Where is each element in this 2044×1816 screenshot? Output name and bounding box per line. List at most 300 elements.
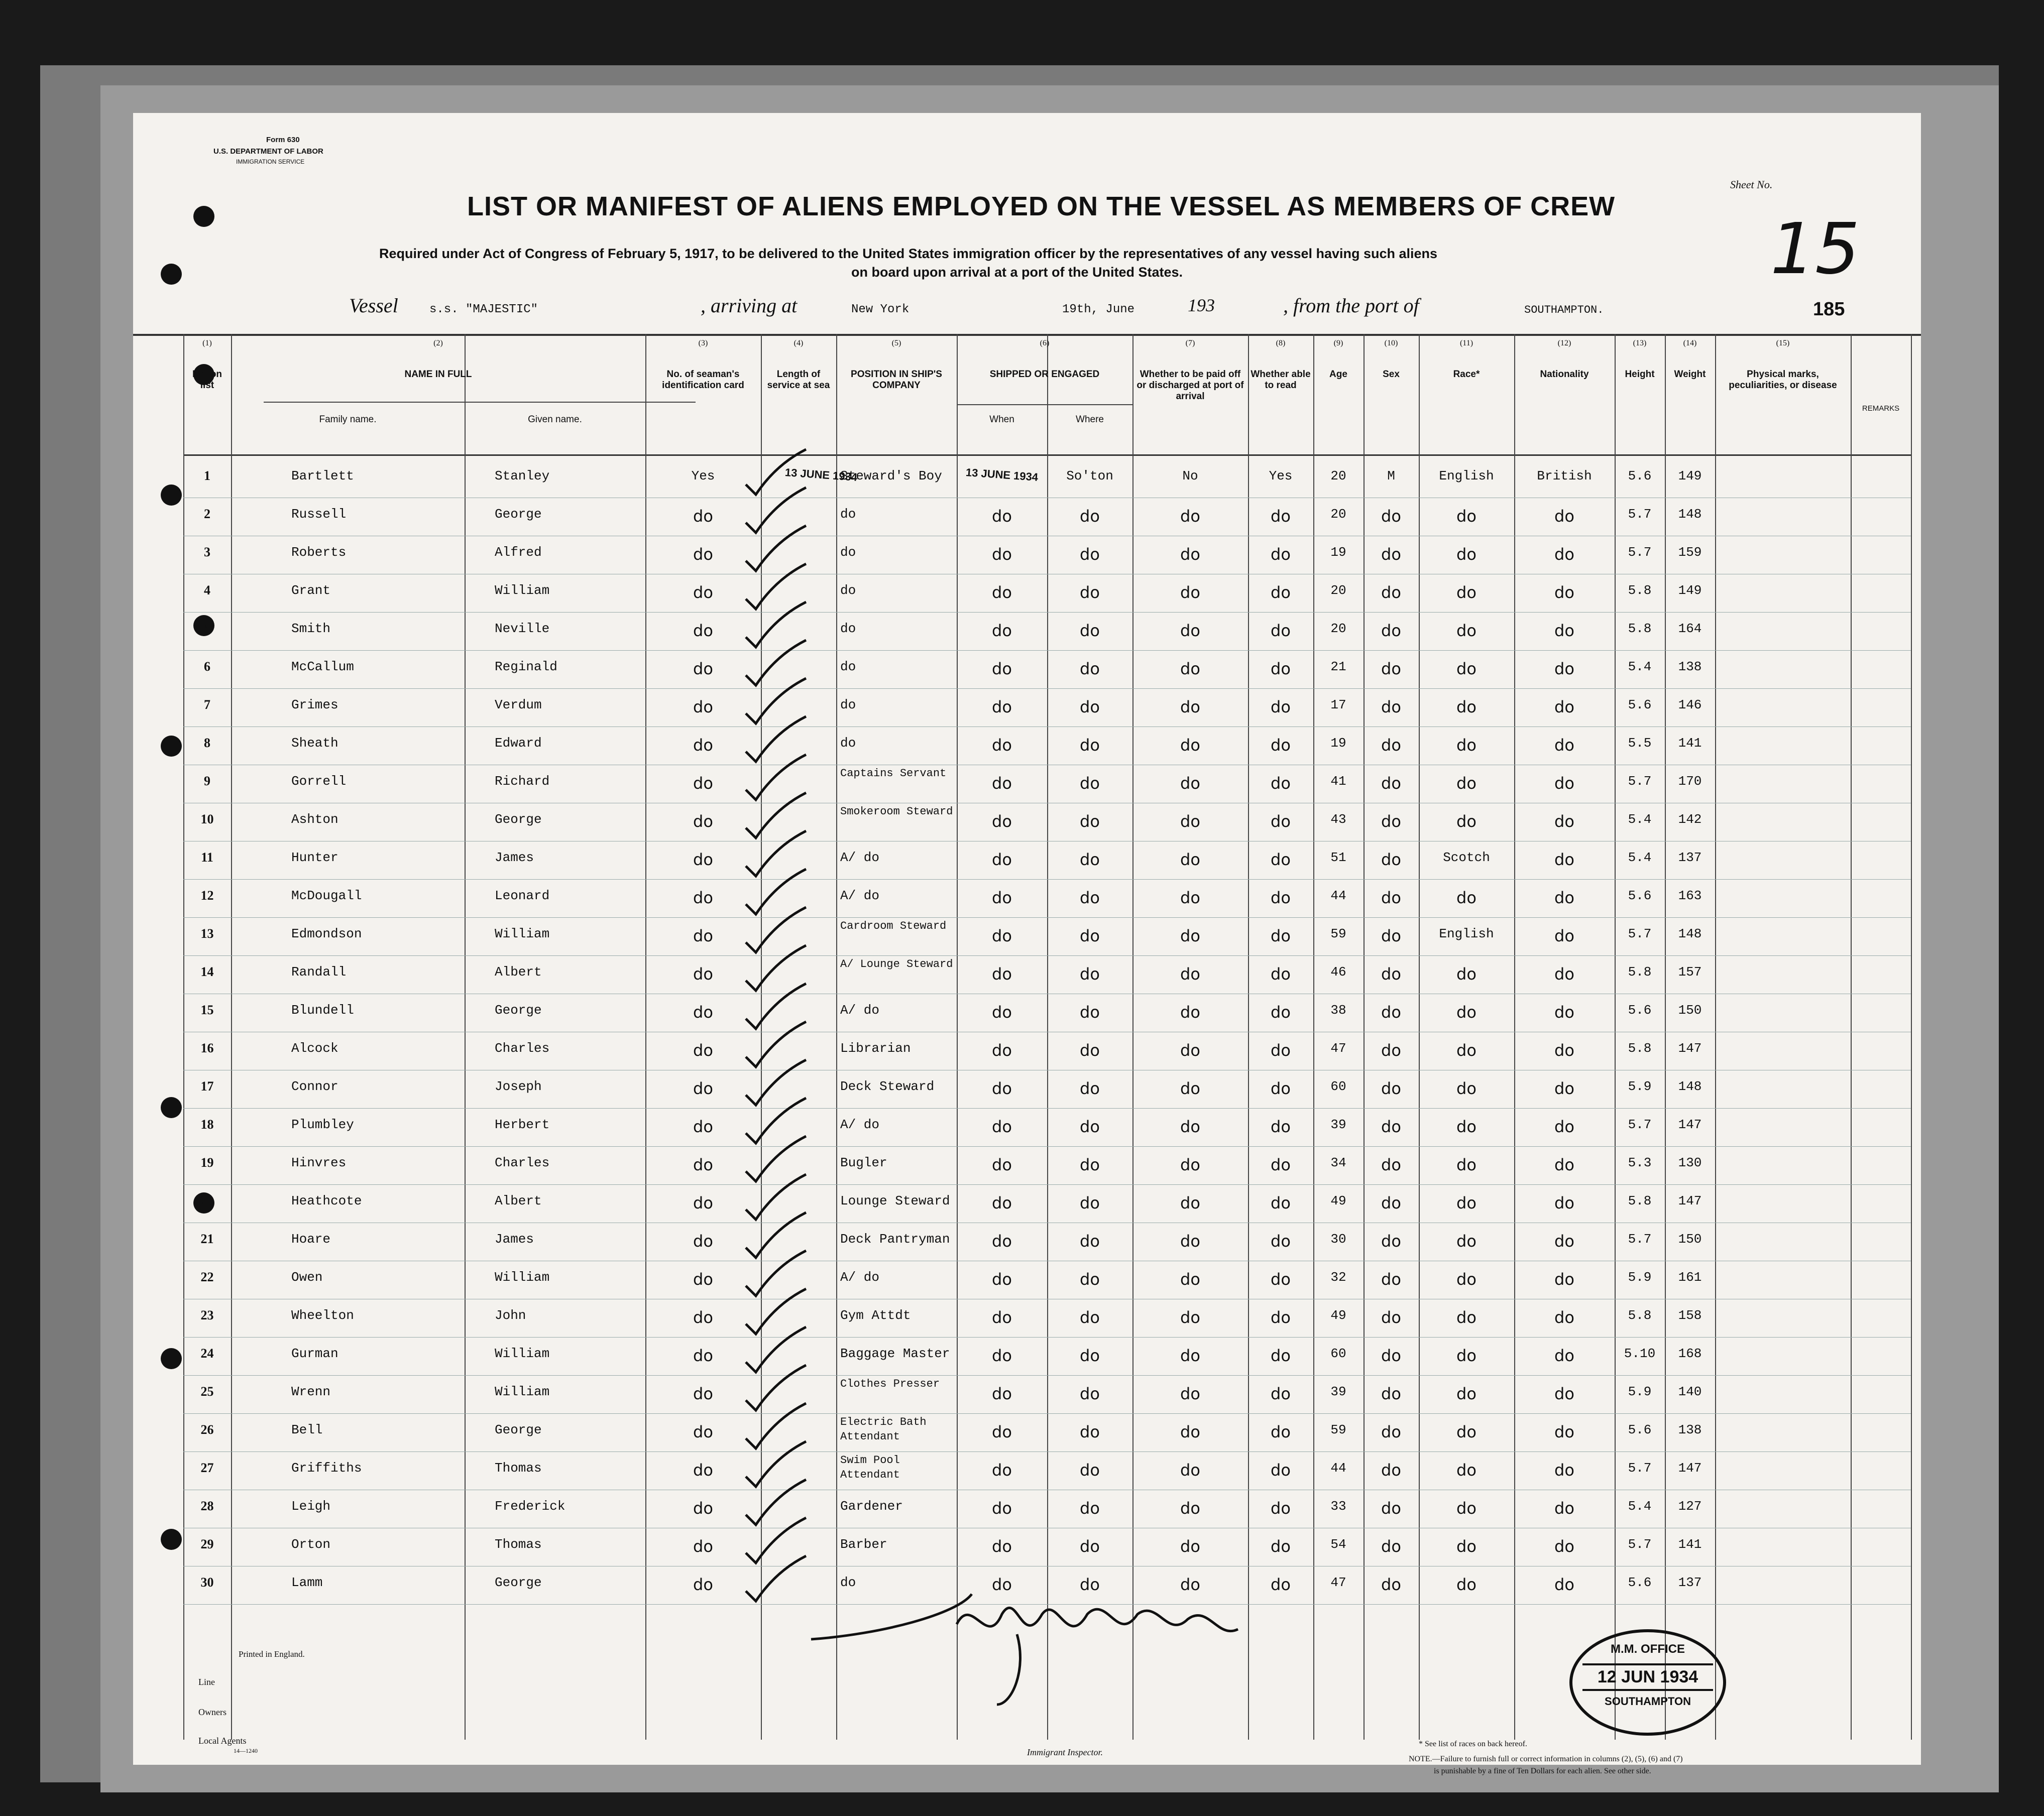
cell-read: do [1271, 1193, 1291, 1213]
cell-paid: do [1180, 507, 1200, 526]
cell-nat: do [1554, 1384, 1574, 1403]
cell-race: do [1456, 1041, 1477, 1060]
cell-where: do [1080, 1384, 1100, 1403]
cell-weight: 140 [1678, 1384, 1702, 1399]
cell-height: 5.4 [1628, 812, 1652, 827]
cell-sex: do [1381, 1117, 1401, 1136]
cell-height: 5.7 [1628, 507, 1652, 522]
column-number: (5) [891, 339, 901, 347]
cell-when: do [992, 1155, 1012, 1174]
column-number: (1) [202, 339, 212, 347]
cell-family: Gurman [291, 1346, 338, 1361]
cell-read: do [1271, 659, 1291, 678]
cell-race: do [1456, 1461, 1477, 1480]
cell-no: 22 [200, 1270, 214, 1284]
cell-where: do [1080, 1079, 1100, 1098]
cell-family: Smith [291, 621, 331, 636]
cell-age: 43 [1330, 812, 1346, 827]
cell-sex: do [1381, 697, 1401, 716]
column-header: Whether able to read [1251, 369, 1311, 391]
cell-nat: do [1554, 1079, 1574, 1098]
cell-paid: do [1180, 964, 1200, 984]
cell-sex: do [1381, 812, 1401, 831]
cell-position: Gardener [840, 1499, 903, 1514]
name-subheader-line [264, 402, 696, 403]
cell-nat: do [1554, 812, 1574, 831]
cell-position: A/ do [840, 1270, 880, 1285]
cell-age: 47 [1330, 1041, 1346, 1056]
line-label: Line [198, 1677, 215, 1687]
cell-position: A/ do [840, 888, 880, 903]
cell-position: A/ do [840, 1117, 880, 1132]
cell-race: do [1456, 583, 1477, 602]
cell-paid: do [1180, 1461, 1200, 1480]
row-line [183, 612, 1911, 613]
cell-weight: 146 [1678, 697, 1702, 712]
cell-paid: do [1180, 583, 1200, 602]
cell-race: do [1456, 1193, 1477, 1213]
cell-position: do [840, 1575, 856, 1590]
column-header: SHIPPED OR ENGAGED [989, 369, 1100, 380]
cell-given: Leonard [495, 888, 550, 903]
cell-no: 4 [204, 583, 210, 597]
cell-paid: do [1180, 850, 1200, 869]
departure-port: SOUTHAMPTON. [1524, 304, 1604, 316]
arrival-port: New York [851, 303, 910, 316]
cell-nat: do [1554, 1232, 1574, 1251]
cell-weight: 148 [1678, 926, 1702, 941]
cell-card: do [693, 1232, 713, 1251]
cell-height: 5.9 [1628, 1384, 1652, 1399]
cell-no: 2 [204, 507, 210, 521]
column-header: Sex [1383, 369, 1400, 380]
column-number: (15) [1776, 339, 1790, 347]
cell-sex: do [1381, 1193, 1401, 1213]
cell-sex: do [1381, 507, 1401, 526]
cell-race: do [1456, 1155, 1477, 1174]
cell-sex: do [1381, 774, 1401, 793]
cell-family: Grant [291, 583, 331, 598]
cell-race: do [1456, 621, 1477, 640]
cell-family: Hoare [291, 1232, 331, 1247]
cell-when: do [992, 888, 1012, 907]
cell-nat: do [1554, 1117, 1574, 1136]
cell-paid: do [1180, 774, 1200, 793]
cell-paid: do [1180, 1003, 1200, 1022]
cell-race: do [1456, 774, 1477, 793]
cell-no: 15 [200, 1003, 214, 1017]
cell-height: 5.10 [1624, 1346, 1656, 1361]
cell-card: do [693, 1308, 713, 1327]
cell-read: do [1271, 1537, 1291, 1556]
cell-card: do [693, 850, 713, 869]
column-header: Height [1625, 369, 1655, 380]
cell-card: do [693, 888, 713, 907]
cell-age: 17 [1330, 697, 1346, 712]
cell-card: do [693, 774, 713, 793]
cell-no: 13 [200, 926, 214, 941]
cell-card: do [693, 964, 713, 984]
cell-card: do [693, 583, 713, 602]
form-service: IMMIGRATION SERVICE [236, 158, 305, 165]
cell-family: Sheath [291, 736, 338, 751]
shipped-subheader-line [957, 404, 1132, 405]
cell-age: 20 [1330, 507, 1346, 522]
cell-read: do [1271, 812, 1291, 831]
agents-label: Local Agents [198, 1736, 247, 1746]
cell-height: 5.6 [1628, 1003, 1652, 1018]
cell-age: 49 [1330, 1308, 1346, 1323]
cell-paid: do [1180, 697, 1200, 716]
row-line [183, 955, 1911, 956]
column-number: (12) [1557, 339, 1571, 347]
binder-hole [161, 1097, 182, 1118]
cell-family: Connor [291, 1079, 338, 1094]
arrival-year: 193 [1188, 295, 1215, 315]
cell-position: Smokeroom Steward [840, 805, 953, 818]
cell-given: Richard [495, 774, 550, 789]
cell-race: Scotch [1443, 850, 1490, 865]
sheet-number: 15 [1770, 208, 1860, 290]
cell-given: Thomas [495, 1537, 542, 1552]
cell-age: 54 [1330, 1537, 1346, 1552]
column-number: (14) [1683, 339, 1697, 347]
cell-height: 5.7 [1628, 1232, 1652, 1247]
table-top-border [133, 334, 1921, 336]
cell-read: do [1271, 850, 1291, 869]
cell-paid: do [1180, 888, 1200, 907]
cell-given: Charles [495, 1041, 550, 1056]
cell-sex: do [1381, 583, 1401, 602]
cell-age: 20 [1330, 468, 1346, 483]
cell-height: 5.4 [1628, 1499, 1652, 1514]
cell-paid: do [1180, 1384, 1200, 1403]
cell-card: do [693, 1537, 713, 1556]
cell-when: do [992, 1117, 1012, 1136]
cell-card: do [693, 1193, 713, 1213]
cell-when: do [992, 507, 1012, 526]
cell-position: do [840, 507, 856, 522]
cell-when: do [992, 1308, 1012, 1327]
cell-where: do [1080, 1003, 1100, 1022]
cell-height: 5.7 [1628, 1537, 1652, 1552]
cell-sex: do [1381, 964, 1401, 984]
cell-when: do [992, 659, 1012, 678]
cell-race: do [1456, 697, 1477, 716]
cell-family: Alcock [291, 1041, 338, 1056]
cell-no: 14 [200, 964, 214, 979]
cell-age: 39 [1330, 1384, 1346, 1399]
cell-sex: do [1381, 1575, 1401, 1594]
cell-paid: do [1180, 1575, 1200, 1594]
cell-where: do [1080, 850, 1100, 869]
cell-weight: 170 [1678, 774, 1702, 789]
cell-family: Griffiths [291, 1461, 362, 1476]
form-department: U.S. DEPARTMENT OF LABOR [213, 147, 323, 156]
cell-no: 10 [200, 812, 214, 826]
cell-when: do [992, 1232, 1012, 1251]
row-line [183, 1375, 1911, 1376]
printed-note: Printed in England. [239, 1649, 305, 1659]
column-header: Race* [1453, 369, 1480, 380]
cell-family: Hunter [291, 850, 338, 865]
cell-race: do [1456, 1575, 1477, 1594]
cell-paid: do [1180, 1499, 1200, 1518]
cell-weight: 164 [1678, 621, 1702, 636]
cell-family: Bell [291, 1422, 323, 1437]
cell-card: do [693, 1041, 713, 1060]
cell-paid: do [1180, 1346, 1200, 1365]
cell-race: do [1456, 1422, 1477, 1441]
cell-weight: 138 [1678, 1422, 1702, 1437]
cell-no: 17 [200, 1079, 214, 1094]
cell-paid: do [1180, 926, 1200, 945]
cell-given: John [495, 1308, 526, 1323]
column-number: (2) [433, 339, 443, 347]
cell-weight: 127 [1678, 1499, 1702, 1514]
cell-given: George [495, 507, 542, 522]
cell-read: do [1271, 1270, 1291, 1289]
cell-sex: do [1381, 926, 1401, 945]
cell-where: do [1080, 812, 1100, 831]
cell-read: do [1271, 697, 1291, 716]
cell-no: 12 [200, 888, 214, 903]
cell-race: do [1456, 1270, 1477, 1289]
column-subheader: Where [1076, 414, 1104, 425]
cell-weight: 150 [1678, 1232, 1702, 1247]
cell-given: Alfred [495, 545, 542, 560]
cell-weight: 157 [1678, 964, 1702, 980]
cell-card: do [693, 736, 713, 755]
fine-note-2: is punishable by a fine of Ten Dollars for each alien. See other side. [1434, 1767, 1651, 1775]
column-number: (6) [1040, 339, 1050, 347]
cell-nat: do [1554, 1270, 1574, 1289]
cell-where: do [1080, 1499, 1100, 1518]
cell-race: do [1456, 507, 1477, 526]
cell-when: do [992, 1003, 1012, 1022]
cell-height: 5.9 [1628, 1079, 1652, 1094]
cell-position: Bugler [840, 1155, 887, 1170]
cell-paid: do [1180, 1155, 1200, 1174]
cell-position: Swim Pool Attendant [840, 1454, 900, 1481]
cell-weight: 158 [1678, 1308, 1702, 1323]
cell-family: Heathcote [291, 1193, 362, 1208]
cell-read: do [1271, 774, 1291, 793]
column-number: (10) [1384, 339, 1398, 347]
cell-nat: do [1554, 583, 1574, 602]
cell-weight: 163 [1678, 888, 1702, 903]
cell-card: do [693, 812, 713, 831]
cell-age: 21 [1330, 659, 1346, 674]
cell-card: do [693, 1003, 713, 1022]
subtitle-line-1: Required under Act of Congress of February 5, 1917, to be delivered to the United States immigration officer by the representatives of any vessel having such aliens [379, 246, 1438, 261]
cell-no: 30 [200, 1575, 214, 1590]
cell-weight: 147 [1678, 1117, 1702, 1132]
cell-age: 59 [1330, 1422, 1346, 1437]
cell-position: Clothes Presser [840, 1378, 940, 1390]
cell-age: 33 [1330, 1499, 1346, 1514]
row-line [183, 1337, 1911, 1338]
sheet-label: Sheet No. [1730, 178, 1773, 191]
cell-no: 11 [201, 850, 213, 865]
cell-nat: do [1554, 1537, 1574, 1556]
row-line [183, 1184, 1911, 1185]
cell-read: do [1271, 1232, 1291, 1251]
cell-race: do [1456, 964, 1477, 984]
cell-family: Wrenn [291, 1384, 331, 1399]
cell-read: do [1271, 507, 1291, 526]
binder-hole [193, 206, 214, 227]
column-header: No. on list [192, 369, 222, 391]
cell-where: do [1080, 1041, 1100, 1060]
cell-family: Orton [291, 1537, 331, 1552]
cell-read: do [1271, 1003, 1291, 1022]
cell-card: do [693, 1461, 713, 1480]
cell-paid: do [1180, 1041, 1200, 1060]
cell-height: 5.8 [1628, 621, 1652, 636]
cell-card: do [693, 659, 713, 678]
cell-position: Electric Bath Attendant [840, 1416, 927, 1443]
cell-age: 41 [1330, 774, 1346, 789]
cell-weight: 141 [1678, 1537, 1702, 1552]
cell-where: So'ton [1066, 468, 1113, 483]
cell-race: do [1456, 1117, 1477, 1136]
cell-card: do [693, 1155, 713, 1174]
cell-where: do [1080, 774, 1100, 793]
cell-weight: 137 [1678, 1575, 1702, 1590]
stamp-date: 12 JUN 1934 [1582, 1663, 1713, 1691]
cell-given: William [495, 1270, 550, 1285]
cell-age: 39 [1330, 1117, 1346, 1132]
cell-nat: do [1554, 736, 1574, 755]
cell-nat: do [1554, 1155, 1574, 1174]
cell-read: do [1271, 583, 1291, 602]
cell-no: 24 [200, 1346, 214, 1361]
column-number: (8) [1276, 339, 1286, 347]
cell-given: William [495, 926, 550, 941]
cell-sex: do [1381, 850, 1401, 869]
row-line [183, 1146, 1911, 1147]
cell-no: 5 [204, 621, 210, 636]
cell-sex: do [1381, 888, 1401, 907]
cell-given: William [495, 583, 550, 598]
cell-height: 5.6 [1628, 1422, 1652, 1437]
cell-when: do [992, 1461, 1012, 1480]
cell-nat: do [1554, 926, 1574, 945]
cell-paid: No [1182, 468, 1198, 483]
cell-nat: do [1554, 659, 1574, 678]
cell-height: 5.5 [1628, 736, 1652, 751]
cell-when: do [992, 812, 1012, 831]
cell-card: do [693, 1422, 713, 1441]
inspector-label: Immigrant Inspector. [1027, 1747, 1103, 1757]
cell-weight: 150 [1678, 1003, 1702, 1018]
cell-position: Deck Pantryman [840, 1232, 950, 1247]
cell-where: do [1080, 1232, 1100, 1251]
cell-weight: 161 [1678, 1270, 1702, 1285]
agents-code: 14—1240 [234, 1747, 258, 1754]
vessel-label: Vessel [349, 294, 398, 317]
cell-height: 5.4 [1628, 659, 1652, 674]
list-number: 185 [1813, 299, 1845, 320]
form-number: Form 630 [266, 136, 300, 144]
column-header: POSITION IN SHIP'S COMPANY [851, 369, 942, 391]
cell-when: do [992, 1079, 1012, 1098]
cell-card: do [693, 1346, 713, 1365]
cell-family: McCallum [291, 659, 354, 674]
cell-position: do [840, 583, 856, 598]
cell-when: do [992, 1499, 1012, 1518]
stamp-top: M.M. OFFICE [1611, 1642, 1685, 1656]
cell-when: do [992, 1193, 1012, 1213]
cell-age: 51 [1330, 850, 1346, 865]
cell-height: 5.6 [1628, 468, 1652, 483]
column-number: (7) [1185, 339, 1195, 347]
cell-when: 13 JUNE 1934 [965, 465, 1039, 484]
cell-age: 60 [1330, 1346, 1346, 1361]
cell-age: 49 [1330, 1193, 1346, 1208]
cell-nat: do [1554, 621, 1574, 640]
binder-hole [161, 736, 182, 757]
cell-position: Barber [840, 1537, 887, 1552]
cell-service: 13 JUNE 1934 [784, 465, 858, 484]
cell-weight: 142 [1678, 812, 1702, 827]
cell-position: do [840, 697, 856, 712]
column-divider [1851, 334, 1852, 1740]
cell-paid: do [1180, 621, 1200, 640]
cell-position: Baggage Master [840, 1346, 950, 1361]
cell-no: 25 [200, 1384, 214, 1399]
arriving-label: , arriving at [701, 294, 798, 317]
cell-nat: do [1554, 850, 1574, 869]
cell-when: do [992, 1537, 1012, 1556]
cell-when: do [992, 774, 1012, 793]
cell-family: Gorrell [291, 774, 347, 789]
cell-weight: 138 [1678, 659, 1702, 674]
cell-where: do [1080, 1461, 1100, 1480]
cell-height: 5.7 [1628, 774, 1652, 789]
cell-weight: 168 [1678, 1346, 1702, 1361]
cell-height: 5.8 [1628, 583, 1652, 598]
column-subheader: When [989, 414, 1014, 425]
cell-given: Herbert [495, 1117, 550, 1132]
cell-height: 5.3 [1628, 1155, 1652, 1170]
cell-nat: do [1554, 1003, 1574, 1022]
cell-race: do [1456, 1537, 1477, 1556]
column-number: (4) [793, 339, 804, 347]
cell-card: do [693, 545, 713, 564]
cell-nat: do [1554, 697, 1574, 716]
cell-weight: 148 [1678, 507, 1702, 522]
manifest-sheet [133, 113, 1921, 1775]
cell-sex: do [1381, 1461, 1401, 1480]
vessel-name: s.s. "MAJESTIC" [429, 303, 538, 316]
cell-where: do [1080, 1575, 1100, 1594]
cell-race: English [1439, 926, 1494, 941]
cell-where: do [1080, 659, 1100, 678]
cell-weight: 159 [1678, 545, 1702, 560]
cell-sex: do [1381, 1537, 1401, 1556]
cell-no: 20 [200, 1193, 214, 1208]
cell-height: 5.7 [1628, 1461, 1652, 1476]
remarks-header: REMARKS [1862, 404, 1900, 413]
cell-sex: do [1381, 545, 1401, 564]
cell-race: do [1456, 888, 1477, 907]
cell-age: 34 [1330, 1155, 1346, 1170]
cell-family: Lamm [291, 1575, 323, 1590]
column-header: NAME IN FULL [404, 369, 472, 380]
cell-height: 5.6 [1628, 1575, 1652, 1590]
